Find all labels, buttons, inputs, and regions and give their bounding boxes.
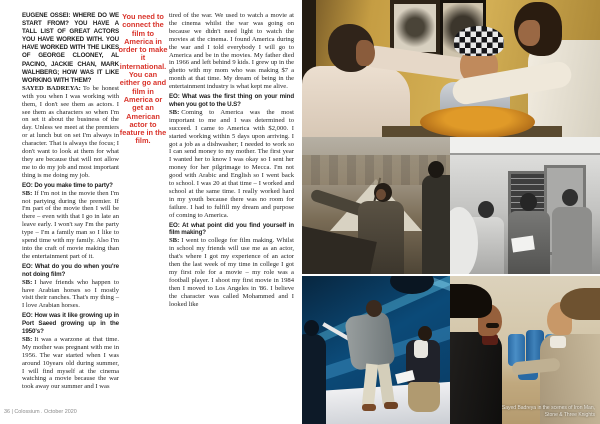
partner-head [418,326,432,341]
interview-answer [169,237,294,308]
photo-bw-room-scene [450,137,600,274]
speaker-lead: SB: [169,108,180,116]
interview-question: EO: What was the first thing on your mind when you got to the U.S? [169,93,294,108]
left-silhouette [302,334,326,424]
article-column-1 [22,12,119,391]
dancer-shoe [362,404,376,411]
dancer-coat [344,311,396,371]
speaker-lead: SB: [169,237,180,245]
figure-head [562,189,578,206]
figure-face [376,189,386,200]
food-platter [420,106,535,137]
wall-frame [390,0,440,56]
partner-skirt [408,382,440,412]
left-silhouette-head [304,320,319,336]
interview-answer [22,336,119,391]
interview-question: EO: At what point did you find yourself in film making? [169,221,294,237]
interview-answer [169,12,294,91]
page-folio: 36 | Colossium . October 2020 [4,409,77,415]
left-man-body [450,332,502,424]
interview-answer [22,190,119,261]
interview-answer [22,279,119,311]
answer-text: If I'm not in the movie then I'm not partying during the premier. If I'm part of the movie then I will be there – even with that I go in late an leave early. I won't say I'm the party type – I'm a family man so I like to spend time with my family. Also I'm into the craft of movie making than the entertainment part of it. [22,189,119,260]
speaker-lead: SAYED BADREYA: [22,84,81,92]
interview-question: EO: What do you do when you're not doing film? [22,262,119,278]
right-man-collar [550,336,566,348]
speaker-lead: SB: [22,278,33,286]
speaker-lead: SB: [22,189,33,197]
caption-line-1: Sayed Badreya in the scenes of Iron Man, [501,405,595,412]
photo-war-camp-scene [302,137,450,274]
article-column-2 [169,12,294,309]
ceiling-band [450,137,600,155]
pull-quote: You need to connect the film to America in order to make it international. You can either go and film in America or get an American actor to feature in the film. [118,12,168,146]
interview-question: EO: Do you make time to party? [22,181,113,189]
photo-restaurant-scene [302,0,600,137]
side-figure-head [428,161,444,178]
answer-text: I went to college for film making. Whilst in school my friends will use me as an actor, that's where I got my experience of an actor then the last week of my time in college I got my first role for a movie – my role was a football player. I shoot my first movie in 1984 then I moved to Los Angeles in '86. I believe the character was called Mohammed and I looked like [169,237,294,308]
person-right-face [518,20,540,46]
figure-head [520,193,537,211]
answer-text: tired of the war. We used to watch a movie at the cinema whilst the war was going on because we didn't need light to watch the movies at the cinema. I found America during the war and I told everybody I will go to America and be in the movies. My father died in 1966 and left behind 9 kids. I grew up in the ghetto with my mom who was making $7 a month at that time. My dream of being in the entertainment industry is what kept me alive. [169,12,294,91]
answer-text: It was a warzone at that time. My mother was pregnant with me in 1956. The war started when I was around 10years old during summer, I will find myself at the cinema watching a movie because the war took away our summer and I was [22,335,119,391]
partner-scarf [414,340,428,358]
photo-caption [502,405,595,418]
speaker-lead: SB: [22,335,33,343]
person-left-face [356,40,375,66]
photo-dance-stage-scene [302,275,450,424]
answer-text: Coming to America was the most important to me and I was determined to succeed. I came to America with $2,000. I started working within 5 days upon arriving. I got a job as a dishwasher; I needed to work so I can send money to my mother. The first year I wanted her to know I was okay so I sent her money for her pilgrimage to Mecca. I'm not good with Arabic and English so I went back to school. I was 20 at that time – I worked and school at the same time. I really worked hard in my youth because there was no room for failure. I had to fulfill my dream and purpose of coming to America. [169,108,294,219]
left-man-hair [450,284,492,318]
figure-body [552,207,592,274]
left-man-mustache [486,323,499,328]
answer-text: I have friends who happen to have Arabian horses so I mostly visit their ranches. That's my thing – I love Arabian horses. [22,278,119,310]
interview-answer [169,109,294,220]
side-figure [422,175,450,274]
interview-question: EO: How was it like growing up in Port Saeed growing up in the 1950's? [22,312,119,336]
answer-text: To be honest with you when I was working with them, I don't see them as actors. I see them as characters so when I'm on set it about the business of the day. Unless we meet at the premiers or at lunch but on set I'm always in character. That is always the focus; I don't want to look at them for what they are because that will not allow me to do my job and most important thing is me doing my job. [22,84,119,179]
caption-line-2: Stone & Three Knights [544,411,595,418]
interview-answer [22,85,119,180]
right-man-hair [560,288,600,320]
interview-question: EUGENE OSSEI: WHERE DO WE START FROM? YOU HAVE A TALL LIST OF GREAT ACTORS YOU HAVE WORKED WITH. YOU HAVE WORKED WITH THE LIKES OF GEORGE CLOONEY, AL PACINO, JACKIE CHAN, MARK WALHBERG; HOW WAS IT LIKE WORKING WITH THEM? [22,12,119,84]
photo-desert-confrontation-scene [450,275,600,424]
checkered-bandana [454,26,504,56]
dancer-shoe [384,402,398,409]
figure-head [478,201,494,218]
